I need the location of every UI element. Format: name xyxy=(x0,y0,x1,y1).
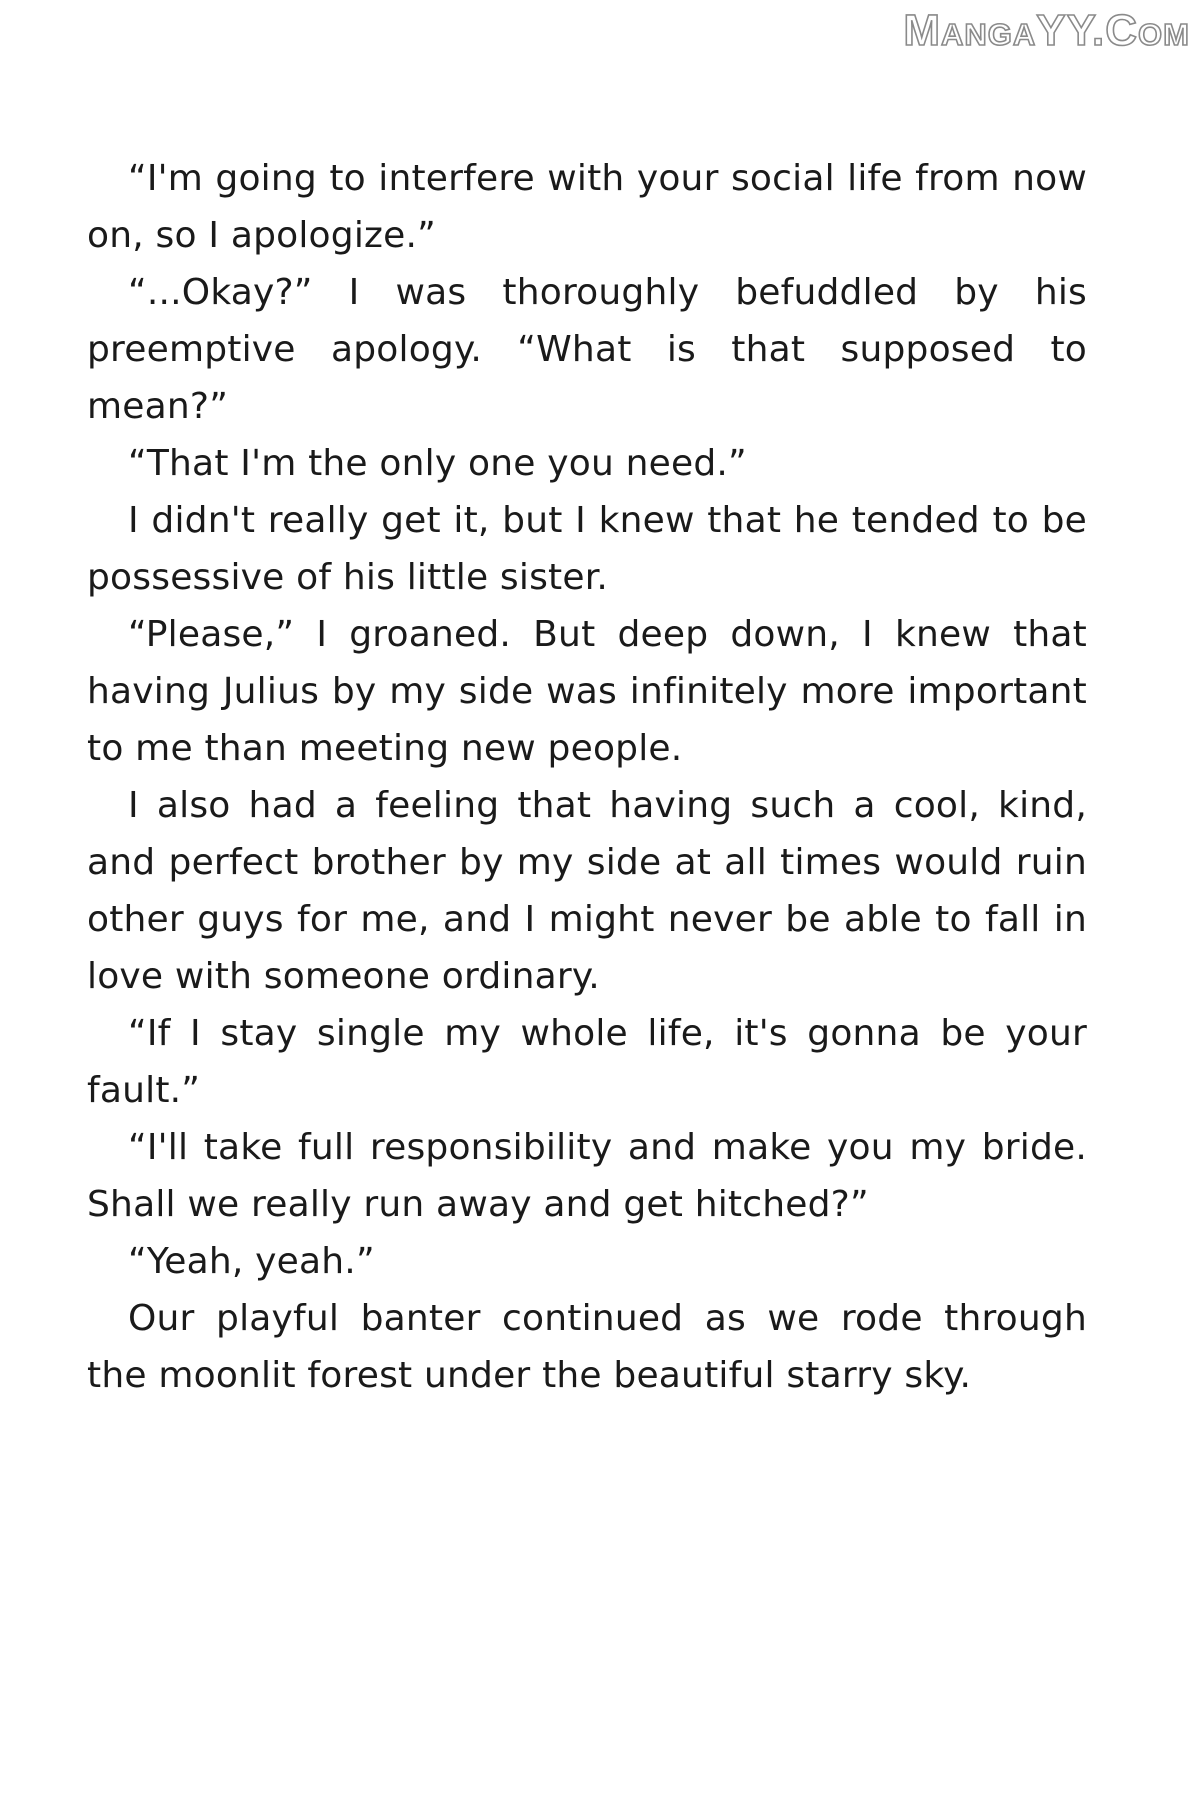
paragraph: I also had a feeling that having such a cool, kind, and perfect brother by my side at all times would ruin other guys for me, and I might never be able to fall in love with someone ordinary. xyxy=(87,785,1087,997)
paragraph: “Yeah, yeah.” xyxy=(128,1241,375,1282)
paragraph: I didn't really get it, but I knew that he tended to be possessive of his little sister. xyxy=(87,500,1087,598)
site-watermark: MangaYY.Com xyxy=(903,6,1190,55)
paragraph: “If I stay single my whole life, it's gonna be your fault.” xyxy=(87,1013,1087,1111)
paragraph: “Please,” I groaned. But deep down, I knew that having Julius by my side was infinitely more important to me than meeting new people. xyxy=(87,614,1087,769)
paragraph: “...Okay?” I was thoroughly befuddled by his preemptive apology. “What is that supposed to mean?” xyxy=(87,272,1087,427)
paragraph: Our playful banter continued as we rode through the moonlit forest under the beautiful starry sky. xyxy=(87,1298,1087,1396)
paragraph: “I'll take full responsibility and make you my bride. Shall we really run away and get hitched?” xyxy=(87,1127,1087,1225)
novel-page-text xyxy=(87,150,1087,1404)
paragraph: “I'm going to interfere with your social life from now on, so I apologize.” xyxy=(87,158,1087,256)
paragraph: “That I'm the only one you need.” xyxy=(128,443,747,484)
